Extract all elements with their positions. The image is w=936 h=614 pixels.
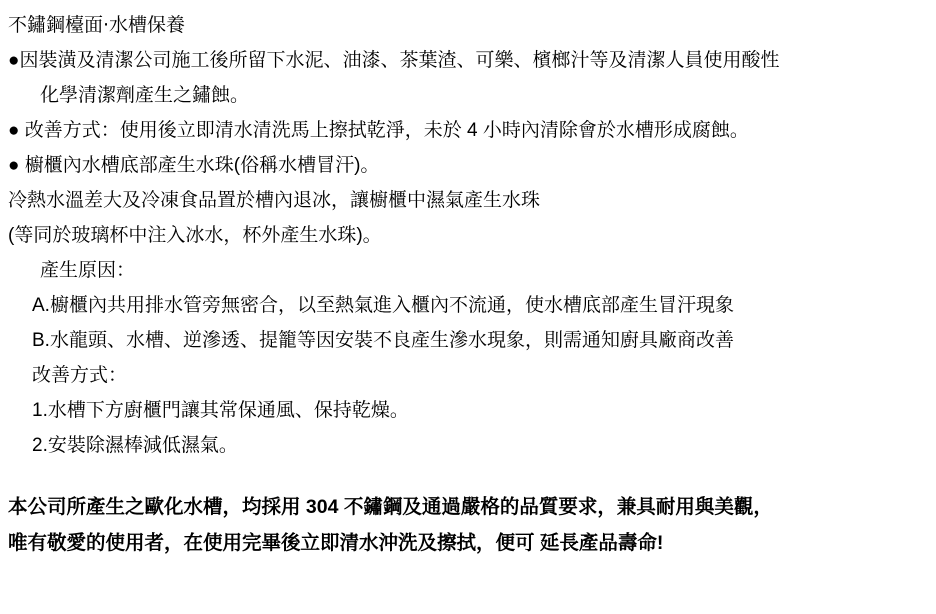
body-line-10: 改善方式： xyxy=(32,365,128,386)
body-line-9: B.水龍頭、水槽、逆滲透、提籠等因安裝不良產生滲水現象，則需通知廚具廠商改善 xyxy=(32,330,734,351)
body-line-6: (等同於玻璃杯中注入冰水，杯外產生水珠)。 xyxy=(8,225,382,246)
body-line-4: ● 櫥櫃內水槽底部產生水珠(俗稱水槽冒汗)。 xyxy=(8,155,380,176)
body-line-3: ● 改善方式：使用後立即清水清洗馬上擦拭乾淨，未於 4 小時內清除會於水槽形成腐蝕。 xyxy=(8,120,749,141)
document-title: 不鏽鋼檯面‧水槽保養 xyxy=(8,15,186,36)
body-line-11: 1.水槽下方廚櫃門讓其常保通風、保持乾燥。 xyxy=(32,400,409,421)
footer-line-2: 唯有敬愛的使用者，在使用完畢後立即清水沖洗及擦拭，便可 延長產品壽命! xyxy=(8,532,664,554)
document-page xyxy=(0,8,936,614)
footer-line-1: 本公司所產生之歐化水槽，均採用 304 不鏽鋼及通過嚴格的品質要求，兼具耐用與美觀， xyxy=(8,496,773,518)
body-line-1: ●因裝潢及清潔公司施工後所留下水泥、油漆、茶葉渣、可樂、檳榔汁等及清潔人員使用酸性 xyxy=(8,50,780,71)
body-line-8: A.櫥櫃內共用排水管旁無密合，以至熱氣進入櫃內不流通，使水槽底部產生冒汗現象 xyxy=(32,295,734,316)
body-line-2: 化學清潔劑產生之鏽蝕。 xyxy=(40,85,250,106)
section-spacer xyxy=(0,463,936,489)
body-line-12: 2.安裝除濕棒減低濕氣。 xyxy=(32,435,238,456)
body-line-7: 產生原因： xyxy=(40,260,136,281)
body-line-5: 冷熱水溫差大及冷凍食品置於槽內退冰，讓櫥櫃中濕氣產生水珠 xyxy=(8,190,541,211)
